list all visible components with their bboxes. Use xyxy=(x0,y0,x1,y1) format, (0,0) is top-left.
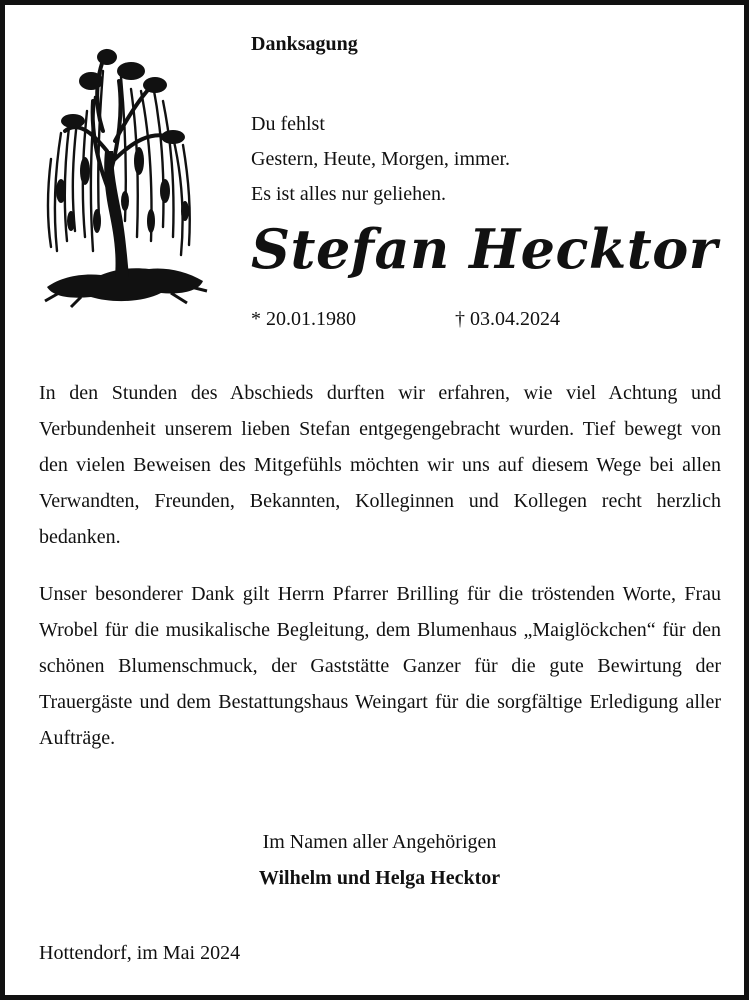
signature-intro: Im Namen aller Angehörigen xyxy=(262,831,497,853)
birth-date: * 20.01.1980 xyxy=(251,308,356,330)
signature-names: Wilhelm und Helga Hecktor xyxy=(258,867,501,889)
place-date: Hottendorf, im Mai 2024 xyxy=(39,942,241,964)
death-date: † 03.04.2024 xyxy=(455,308,560,330)
deceased-name: Stefan Hecktor xyxy=(251,217,718,281)
poem-line: Es ist alles nur geliehen. xyxy=(251,183,446,205)
poem-line: Gestern, Heute, Morgen, immer. xyxy=(251,148,511,170)
heading: Danksagung xyxy=(251,33,358,55)
life-dates xyxy=(251,308,560,331)
weeping-willow-icon xyxy=(41,41,209,309)
special-thanks-paragraph: Unser besonderer Dank gilt Herrn Pfarrer Brilling für die tröstenden Worte, Frau Wrobel für die musikalische Begleitung, dem Blumenhaus „Maiglöckchen“ für den schönen Blumenschmuck, der Gaststätte Ganzer für die gute Bewirtung der Trauergäste und dem Bestattungshaus Weingart für die sorgfältige Erledigung aller Aufträge. xyxy=(39,583,721,749)
thanks-paragraph: In den Stunden des Abschieds durften wir erfahren, wie viel Achtung und Verbundenheit unserem lieben Stefan entgegengebracht wurden. Tief bewegt von den vielen Beweisen des Mitgefühls möchten wir uns auf diesem Wege bei allen Verwandten, Freunden, Bekannten, Kolleginnen und Kollegen recht herzlich bedanken. xyxy=(39,382,721,548)
poem-line: Du fehlst xyxy=(251,113,325,135)
poem xyxy=(251,107,510,212)
